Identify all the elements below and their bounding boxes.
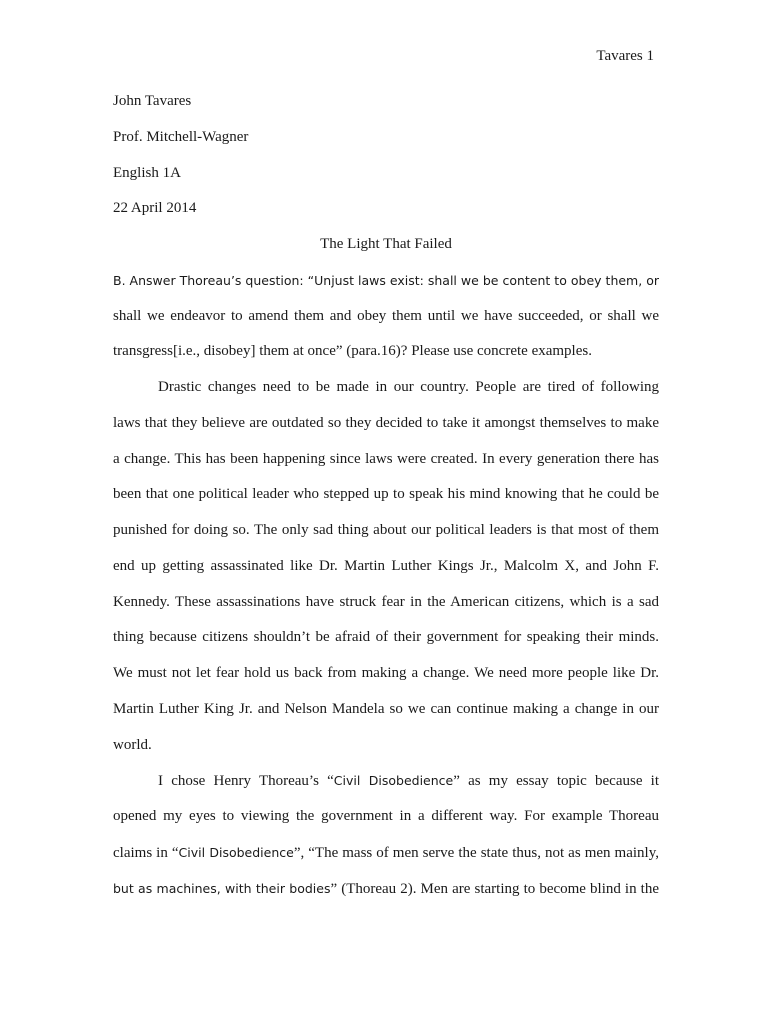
paragraph-line: laws that they believe are outdated so they decided to take it amongst themselves to make bbox=[113, 414, 659, 431]
running-head: Tavares 1 bbox=[596, 48, 654, 64]
prompt-line: shall we endeavor to amend them and obey them until we have succeeded, or shall we bbox=[113, 307, 659, 324]
paragraph-line: thing because citizens shouldn’t be afraid of their government for speaking their minds. bbox=[113, 629, 659, 646]
text-run-sans: Civil Disobedience bbox=[178, 844, 294, 860]
paragraph-line: opened my eyes to viewing the government in a different way. For example Thoreau bbox=[113, 808, 659, 824]
paragraph-line bbox=[113, 871, 659, 907]
prompt-line bbox=[113, 334, 659, 370]
course-name: English 1A bbox=[113, 164, 181, 181]
prompt-line: B. Answer Thoreau’s question: “Unjust laws exist: shall we be content to obey them, or bbox=[113, 272, 659, 288]
text-run: ” as my essay topic because it bbox=[453, 773, 660, 790]
paragraph-line: end up getting assassinated like Dr. Martin Luther Kings Jr., Malcolm X, and John F. bbox=[113, 557, 659, 574]
paragraph-line bbox=[113, 763, 659, 799]
paragraph-line: world. bbox=[113, 736, 152, 753]
text-run: ” (Thoreau 2). Men are starting to become blind in the bbox=[330, 880, 660, 897]
essay-title: The Light That Failed bbox=[320, 236, 452, 252]
author-name: John Tavares bbox=[113, 93, 192, 109]
text-run-sans: but as machines, with their bodies bbox=[113, 880, 331, 896]
document-body bbox=[113, 84, 659, 906]
paragraph-line bbox=[113, 835, 659, 871]
essay-date: 22 April 2014 bbox=[113, 200, 197, 217]
paragraph-line: punished for doing so. The only sad thing about our political leaders is that most of them bbox=[113, 522, 659, 538]
paragraph-line: Martin Luther King Jr. and Nelson Mandela so we can continue making a change in our bbox=[113, 700, 659, 717]
paragraph-line: a change. This has been happening since laws were created. In every generation there has bbox=[113, 450, 659, 467]
text-run: ”, “The mass of men serve the state thus, not as men mainly, bbox=[293, 844, 659, 861]
text-run-sans: Civil Disobedience bbox=[333, 773, 454, 789]
paragraph-line: Kennedy. These assassinations have struck fear in the American citizens, which is a sad bbox=[113, 593, 659, 610]
text-run: claims in “ bbox=[113, 844, 179, 861]
text-run: I chose Henry Thoreau’s “ bbox=[158, 773, 334, 790]
paragraph-line: We must not let fear hold us back from making a change. We need more people like Dr. bbox=[113, 665, 659, 681]
paragraph-line: been that one political leader who stepped up to speak his mind knowing that he could be bbox=[113, 486, 659, 503]
paragraph-line: Drastic changes need to be made in our country. People are tired of following bbox=[158, 379, 659, 395]
prompt-line-text: transgress[i.e., disobey] them at once” (para.16)? Please use concrete examples. bbox=[113, 343, 592, 360]
instructor-name: Prof. Mitchell-Wagner bbox=[113, 128, 249, 145]
